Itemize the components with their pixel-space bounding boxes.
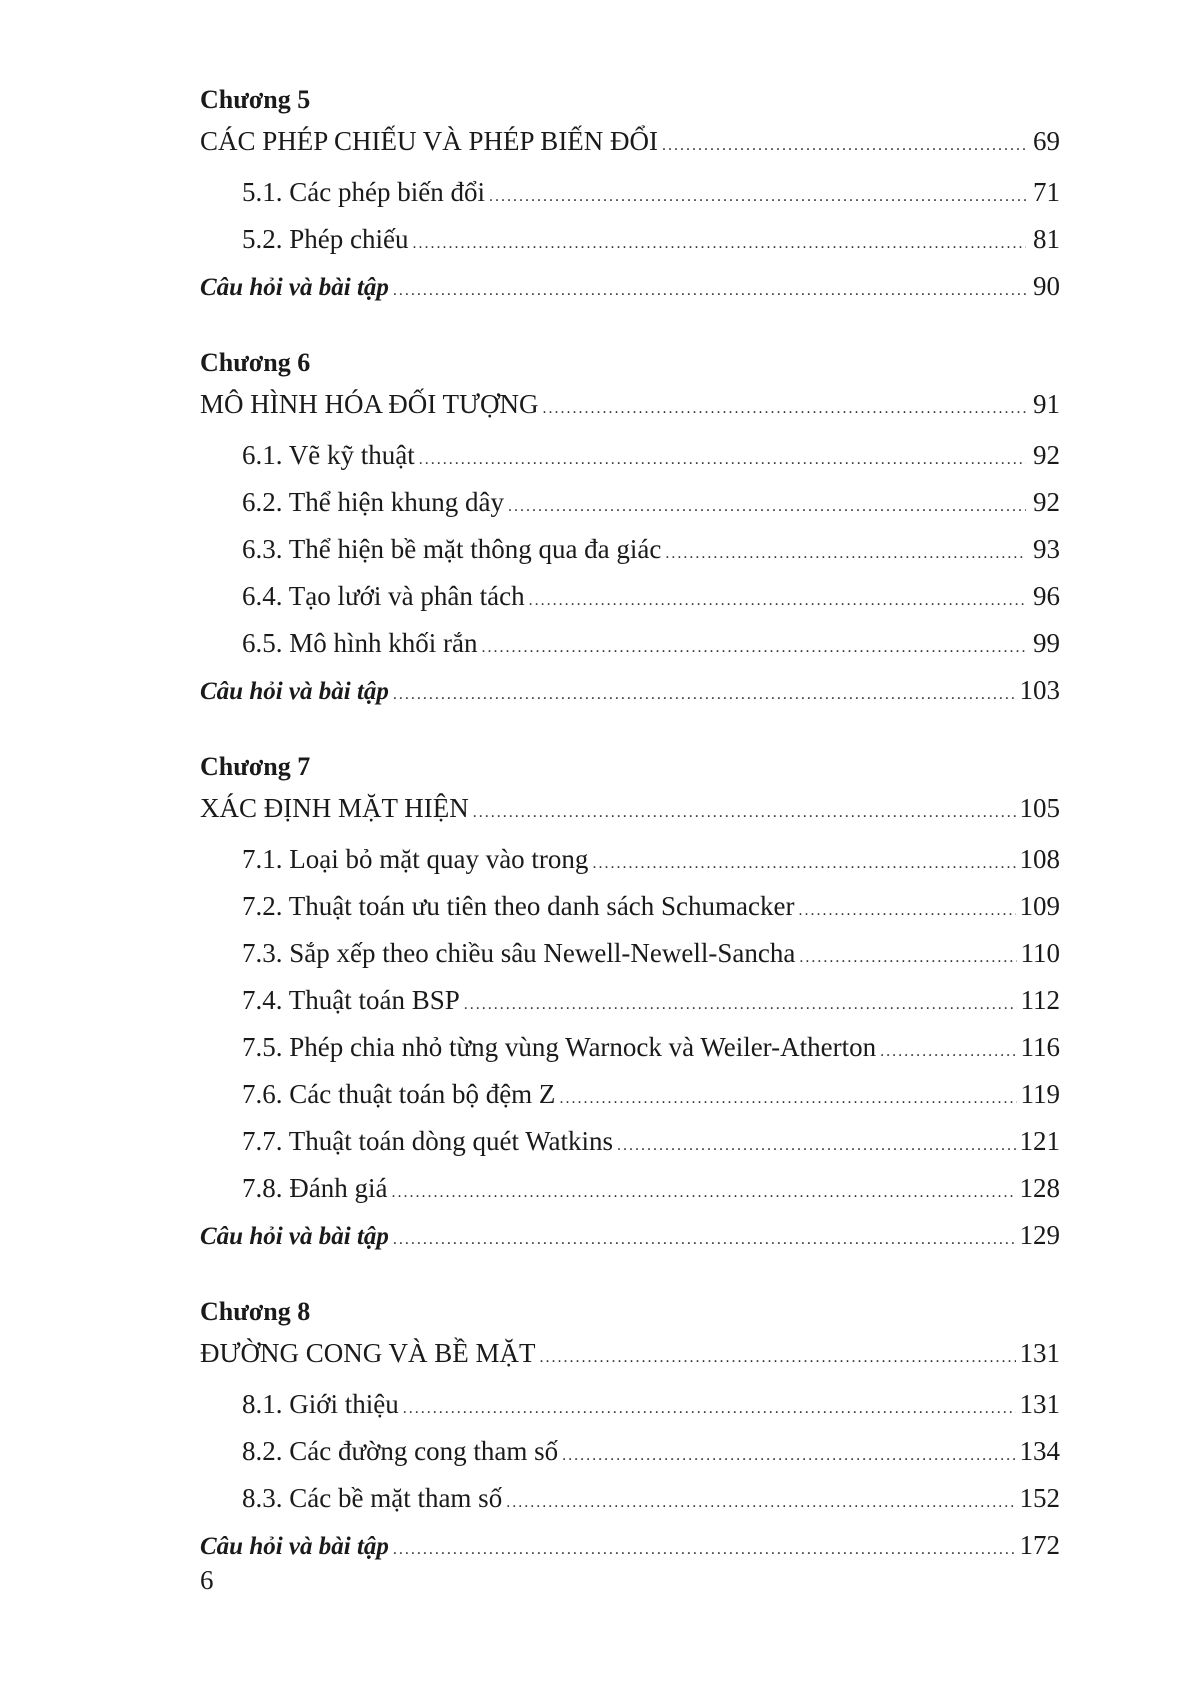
chapter-title: ĐƯỜNG CONG VÀ BỀ MẶT — [200, 1338, 536, 1368]
page-ref: 109 — [1019, 891, 1060, 921]
questions-title: Câu hỏi và bài tập — [200, 1223, 389, 1250]
dot-leader — [799, 887, 1016, 934]
dot-leader — [880, 1028, 1016, 1075]
dot-leader — [617, 1122, 1015, 1169]
section-title: 7.3. Sắp xếp theo chiều sâu Newell-Newell-Sancha — [242, 938, 796, 968]
page-ref: 128 — [1019, 1173, 1060, 1203]
toc-entry[interactable] — [200, 479, 1060, 526]
dot-leader — [412, 220, 1026, 267]
chapter-5 — [200, 80, 1060, 310]
section-title: 7.2. Thuật toán ưu tiên theo danh sách Schumacker — [242, 891, 795, 921]
section-title: 5.1. Các phép biến đổi — [242, 177, 485, 207]
page-ref: 121 — [1019, 1126, 1060, 1156]
page-ref: 91 — [1033, 389, 1060, 419]
toc-entry[interactable] — [200, 432, 1060, 479]
page-ref: 92 — [1033, 487, 1060, 517]
toc-entry[interactable] — [200, 883, 1060, 930]
dot-leader — [529, 577, 1026, 624]
dot-leader — [464, 981, 1017, 1028]
table-of-contents — [200, 80, 1060, 1602]
section-title: 6.2. Thể hiện khung dây — [242, 487, 504, 517]
page-ref: 81 — [1033, 224, 1060, 254]
section-title: 8.1. Giới thiệu — [242, 1389, 399, 1419]
dot-leader — [665, 530, 1026, 577]
toc-entry[interactable] — [200, 977, 1060, 1024]
page-ref: 103 — [1019, 675, 1060, 705]
page-ref: 131 — [1019, 1389, 1060, 1419]
page-ref: 90 — [1033, 271, 1060, 301]
chapter-label: Chương 5 — [200, 85, 311, 114]
chapter-8 — [200, 1292, 1060, 1569]
page-number: 6 — [200, 1565, 214, 1595]
section-title: 7.8. Đánh giá — [242, 1173, 388, 1203]
dot-leader — [542, 387, 1026, 430]
section-title: 7.5. Phép chia nhỏ từng vùng Warnock và Weiler-Atherton — [242, 1032, 877, 1062]
dot-leader — [799, 934, 1016, 981]
dot-leader — [482, 624, 1027, 671]
dot-leader — [489, 173, 1026, 220]
dot-leader — [391, 1169, 1015, 1216]
toc-entry[interactable] — [200, 1165, 1060, 1212]
dot-leader — [393, 267, 1026, 314]
dot-leader — [662, 124, 1026, 167]
page-ref: 116 — [1020, 1032, 1060, 1062]
page-ref: 99 — [1033, 628, 1060, 658]
toc-entry[interactable] — [200, 1381, 1060, 1428]
chapter-title-row[interactable] — [200, 120, 1060, 163]
dot-leader — [419, 436, 1026, 483]
dot-leader — [592, 840, 1015, 887]
page-ref: 71 — [1033, 177, 1060, 207]
toc-entry[interactable] — [200, 169, 1060, 216]
dot-leader — [506, 1479, 1015, 1526]
toc-entry[interactable] — [200, 1024, 1060, 1071]
page-ref: 119 — [1020, 1079, 1060, 1109]
chapter-title-row[interactable] — [200, 383, 1060, 426]
toc-entry[interactable] — [200, 1475, 1060, 1522]
toc-entry[interactable] — [200, 1428, 1060, 1475]
page-ref: 131 — [1019, 1338, 1060, 1368]
dot-leader — [393, 1216, 1016, 1263]
questions-entry[interactable] — [200, 667, 1060, 714]
questions-entry[interactable] — [200, 263, 1060, 310]
dot-leader — [559, 1075, 1016, 1122]
dot-leader — [393, 1526, 1016, 1573]
page-ref: 134 — [1019, 1436, 1060, 1466]
page-ref: 152 — [1019, 1483, 1060, 1513]
questions-entry[interactable] — [200, 1212, 1060, 1259]
chapter-title-row[interactable] — [200, 1332, 1060, 1375]
toc-entry[interactable] — [200, 836, 1060, 883]
section-title: 6.4. Tạo lưới và phân tách — [242, 581, 525, 611]
section-title: 6.3. Thể hiện bề mặt thông qua đa giác — [242, 534, 662, 564]
chapter-title: MÔ HÌNH HÓA ĐỐI TƯỢNG — [200, 389, 539, 419]
toc-entry[interactable] — [200, 1118, 1060, 1165]
toc-entry[interactable] — [200, 620, 1060, 667]
toc-entry[interactable] — [200, 216, 1060, 263]
chapter-title: CÁC PHÉP CHIẾU VÀ PHÉP BIẾN ĐỔI — [200, 126, 659, 156]
section-title: 6.5. Mô hình khối rắn — [242, 628, 478, 658]
questions-title: Câu hỏi và bài tập — [200, 678, 389, 705]
chapter-7 — [200, 747, 1060, 1259]
page-ref: 96 — [1033, 581, 1060, 611]
chapter-label: Chương 7 — [200, 752, 311, 781]
dot-leader — [508, 483, 1026, 530]
section-title: 5.2. Phép chiếu — [242, 224, 409, 254]
dot-leader — [393, 671, 1016, 718]
dot-leader — [403, 1385, 1016, 1432]
page-ref: 172 — [1019, 1530, 1060, 1560]
section-title: 8.2. Các đường cong tham số — [242, 1436, 559, 1466]
questions-entry[interactable] — [200, 1522, 1060, 1569]
dot-leader — [539, 1336, 1015, 1379]
page-ref: 105 — [1019, 793, 1060, 823]
questions-title: Câu hỏi và bài tập — [200, 1533, 389, 1560]
section-title: 7.6. Các thuật toán bộ đệm Z — [242, 1079, 556, 1109]
section-title: 7.1. Loại bỏ mặt quay vào trong — [242, 844, 589, 874]
toc-entry[interactable] — [200, 930, 1060, 977]
page-ref: 129 — [1019, 1220, 1060, 1250]
dot-leader — [562, 1432, 1015, 1479]
toc-entry[interactable] — [200, 573, 1060, 620]
dot-leader — [473, 791, 1016, 834]
section-title: 8.3. Các bề mặt tham số — [242, 1483, 503, 1513]
chapter-label: Chương 6 — [200, 348, 311, 377]
page-ref: 69 — [1033, 126, 1060, 156]
section-title: 6.1. Vẽ kỹ thuật — [242, 440, 415, 470]
section-title: 7.4. Thuật toán BSP — [242, 985, 460, 1015]
chapter-title: XÁC ĐỊNH MẶT HIỆN — [200, 793, 469, 823]
chapter-title-row[interactable] — [200, 787, 1060, 830]
page-ref: 93 — [1033, 534, 1060, 564]
toc-entry[interactable] — [200, 526, 1060, 573]
page-ref: 112 — [1020, 985, 1060, 1015]
section-title: 7.7. Thuật toán dòng quét Watkins — [242, 1126, 614, 1156]
page-ref: 108 — [1019, 844, 1060, 874]
questions-title: Câu hỏi và bài tập — [200, 274, 389, 301]
page-ref: 92 — [1033, 440, 1060, 470]
chapter-6 — [200, 343, 1060, 714]
chapter-label: Chương 8 — [200, 1297, 311, 1326]
page-ref: 110 — [1020, 938, 1060, 968]
toc-entry[interactable] — [200, 1071, 1060, 1118]
